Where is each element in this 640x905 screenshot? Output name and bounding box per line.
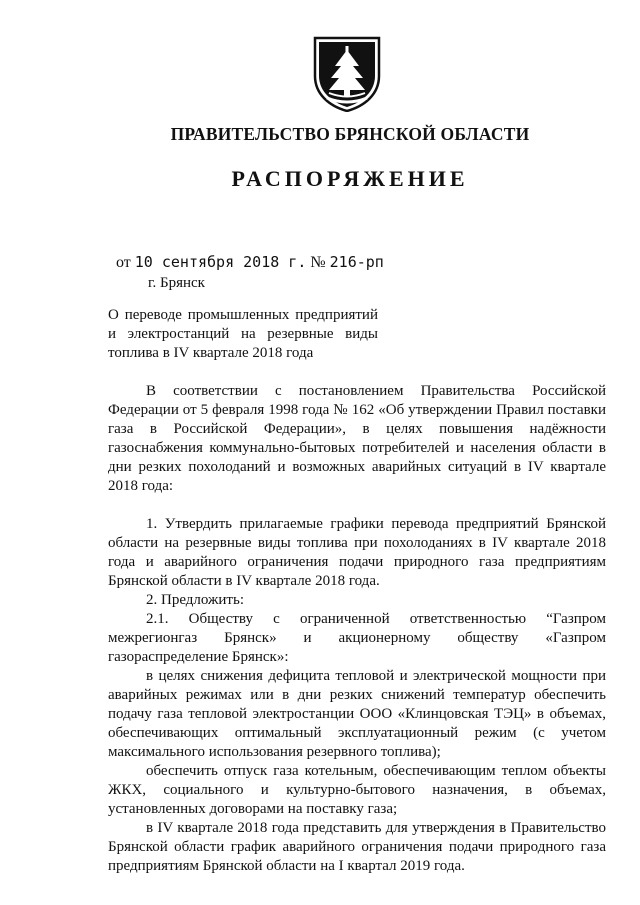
document-body (108, 382, 606, 876)
subject-line: О переводе промышленных предприятий (108, 307, 378, 323)
document-date-number (116, 253, 384, 272)
number-prefix: № (310, 254, 326, 271)
document-type-title: РАСПОРЯЖЕНИЕ (231, 166, 469, 191)
government-name: ПРАВИТЕЛЬСТВО БРЯНСКОЙ ОБЛАСТИ (170, 124, 530, 144)
bryansk-coat-of-arms-icon (309, 36, 385, 112)
paragraph-subitem: обеспечить отпуск газа котельным, обеспечивающим теплом объекты ЖКХ, социального и культурно-бытового назначения, в объемах, установленных договорами на поставку газа; (108, 763, 606, 817)
paragraph-item-1: 1. Утвердить прилагаемые графики перевода предприятий Брянской области на резервные виды топлива при похолоданиях в IV квартале 2018 года и аварийного ограничения подачи природного газа предприятиям Брянской области в IV квартале 2018 года. (108, 516, 606, 589)
subject-line: топлива в IV квартале 2018 года (108, 345, 314, 361)
paragraph-subitem: в целях снижения дефицита тепловой и электрической мощности при аварийных режимах или в дни резких снижений температур обеспечить подачу газа тепловой электростанции ООО «Клинцовская ТЭЦ» в объемах, обеспечивающих оптимальный эксплуатационный режим (с учетом максимального использования резервного топлива); (108, 668, 606, 760)
paragraph-preamble: В соответствии с постановлением Правительства Российской Федерации от 5 февраля 1998 года № 162 «Об утверждении Правил поставки газа в Российской Федерации», в целях повышения надёжности газоснабжения коммунально-бытовых потребителей и населения области в дни резких похолоданий и возможных аварийных ситуаций в IV квартале 2018 года: (108, 383, 606, 494)
document-subject (108, 306, 378, 363)
number-value: 216-рп (329, 253, 384, 271)
date-prefix: от (116, 254, 131, 271)
date-value: 10 сентября 2018 г. (134, 253, 307, 271)
paragraph-item-2-1: 2.1. Обществу с ограниченной ответственностью “Газпром межрегионгаз Брянск» и акционерному обществу «Газпром газораспределение Брянск»: (108, 611, 606, 665)
paragraph-subitem: в IV квартале 2018 года представить для утверждения в Правительство Брянской области график аварийного ограничения подачи природного газа предприятиям Брянской области на I квартал 2019 года. (108, 820, 606, 874)
city: г. Брянск (148, 275, 205, 291)
paragraph-item-2: 2. Предложить: (146, 592, 244, 608)
subject-line: и электростанций на резервные виды (108, 326, 378, 342)
